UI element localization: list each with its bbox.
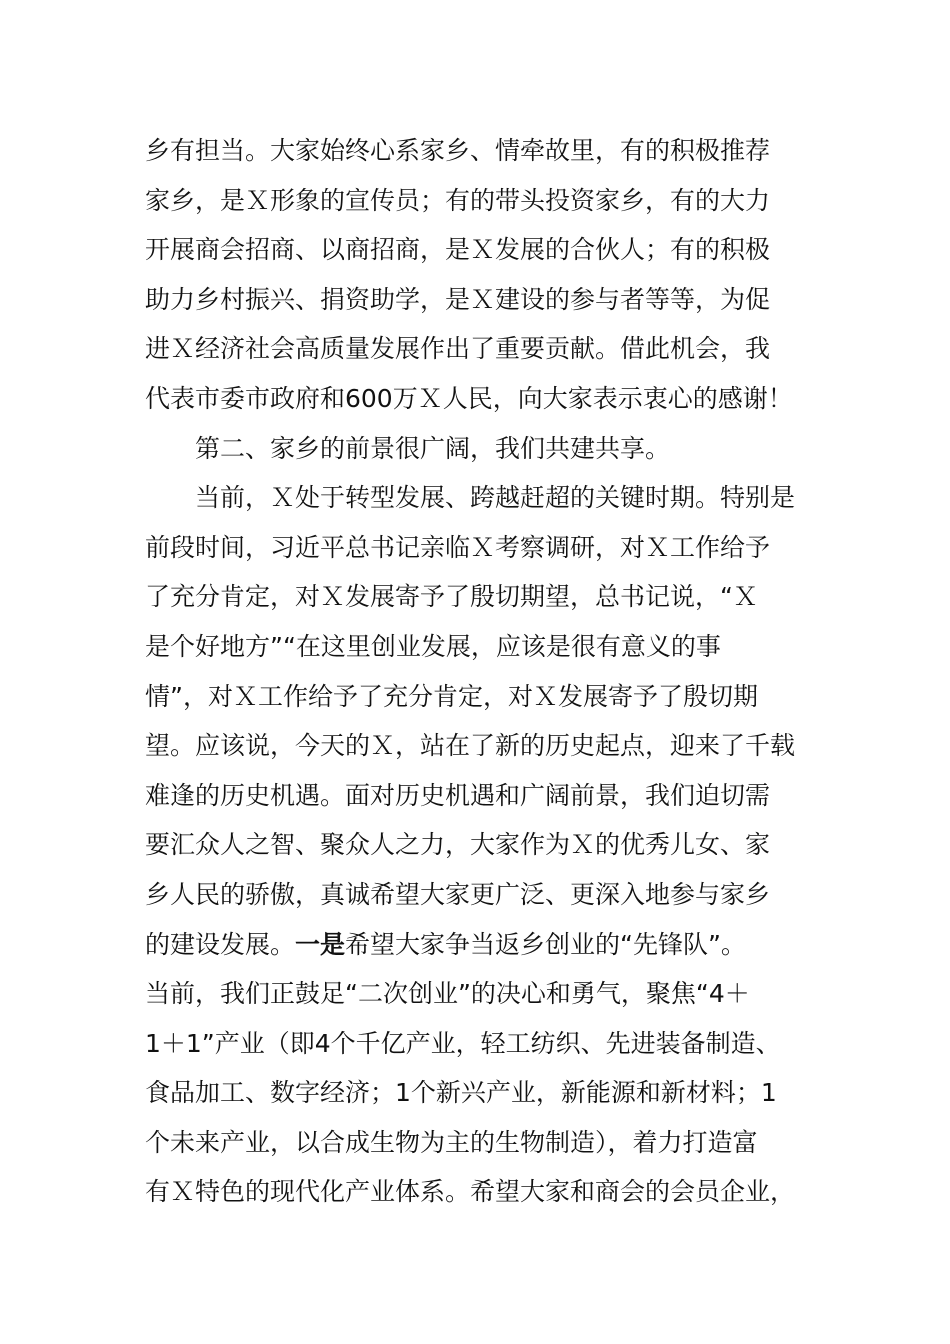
text-line: 情”，对Ｘ工作给予了充分肯定，对Ｘ发展寄予了殷切期: [145, 681, 758, 711]
section-heading: 第二、家乡的前景很广阔，我们共建共享。: [195, 433, 671, 463]
text-line: 有Ｘ特色的现代化产业体系。希望大家和商会的会员企业，: [145, 1177, 796, 1207]
text-line: 望。应该说，今天的Ｘ，站在了新的历史起点，迎来了千载: [145, 731, 796, 761]
text-line: [145, 920, 815, 970]
text-line: 当前，我们正鼓足“二次创业”的决心和勇气，聚焦“4＋: [145, 979, 750, 1009]
text-line: 助力乡村振兴、捐资助学，是Ｘ建设的参与者等等，为促: [145, 284, 771, 314]
text-line: 要汇众人之智、聚众人之力，大家作为Ｘ的优秀儿女、家: [145, 830, 771, 860]
text-line: 前段时间，习近平总书记亲临Ｘ考察调研，对Ｘ工作给予: [145, 532, 771, 562]
text-line: 乡人民的骄傲，真诚希望大家更广泛、更深入地参与家乡: [145, 879, 771, 909]
text-line: 1＋1”产业（即4个千亿产业，轻工纺织、先进装备制造、: [145, 1028, 781, 1058]
text-line: 食品加工、数字经济；1个新兴产业，新能源和新材料；1: [145, 1078, 777, 1108]
text-line: 当前，Ｘ处于转型发展、跨越赶超的关键时期。特别是: [195, 483, 796, 513]
text-line: 家乡，是Ｘ形象的宣传员；有的带头投资家乡，有的大力: [145, 185, 771, 215]
text-line: 了充分肯定，对Ｘ发展寄予了殷切期望，总书记说，“Ｘ: [145, 582, 758, 612]
text-line: 进Ｘ经济社会高质量发展作出了重要贡献。借此机会，我: [145, 334, 771, 364]
text-line: 难逢的历史机遇。面对历史机遇和广阔前景，我们迫切需: [145, 780, 771, 810]
text-segment: 的建设发展。: [145, 929, 296, 959]
text-line: 开展商会招商、以商招商，是Ｘ发展的合伙人；有的积极: [145, 235, 771, 265]
text-segment: 希望大家争当返乡创业的“先锋队”。: [345, 929, 746, 959]
body-text: [145, 126, 815, 1217]
text-line: 代表市委市政府和600万Ｘ人民，向大家表示衷心的感谢！: [145, 383, 793, 413]
text-line: 个未来产业，以合成生物为主的生物制造），着力打造富: [145, 1127, 758, 1157]
text-line: 是个好地方”“在这里创业发展，应该是很有意义的事: [145, 631, 721, 661]
text-line: 乡有担当。大家始终心系家乡、情牵故里，有的积极推荐: [145, 136, 771, 165]
bold-emphasis: 一是: [295, 929, 346, 959]
